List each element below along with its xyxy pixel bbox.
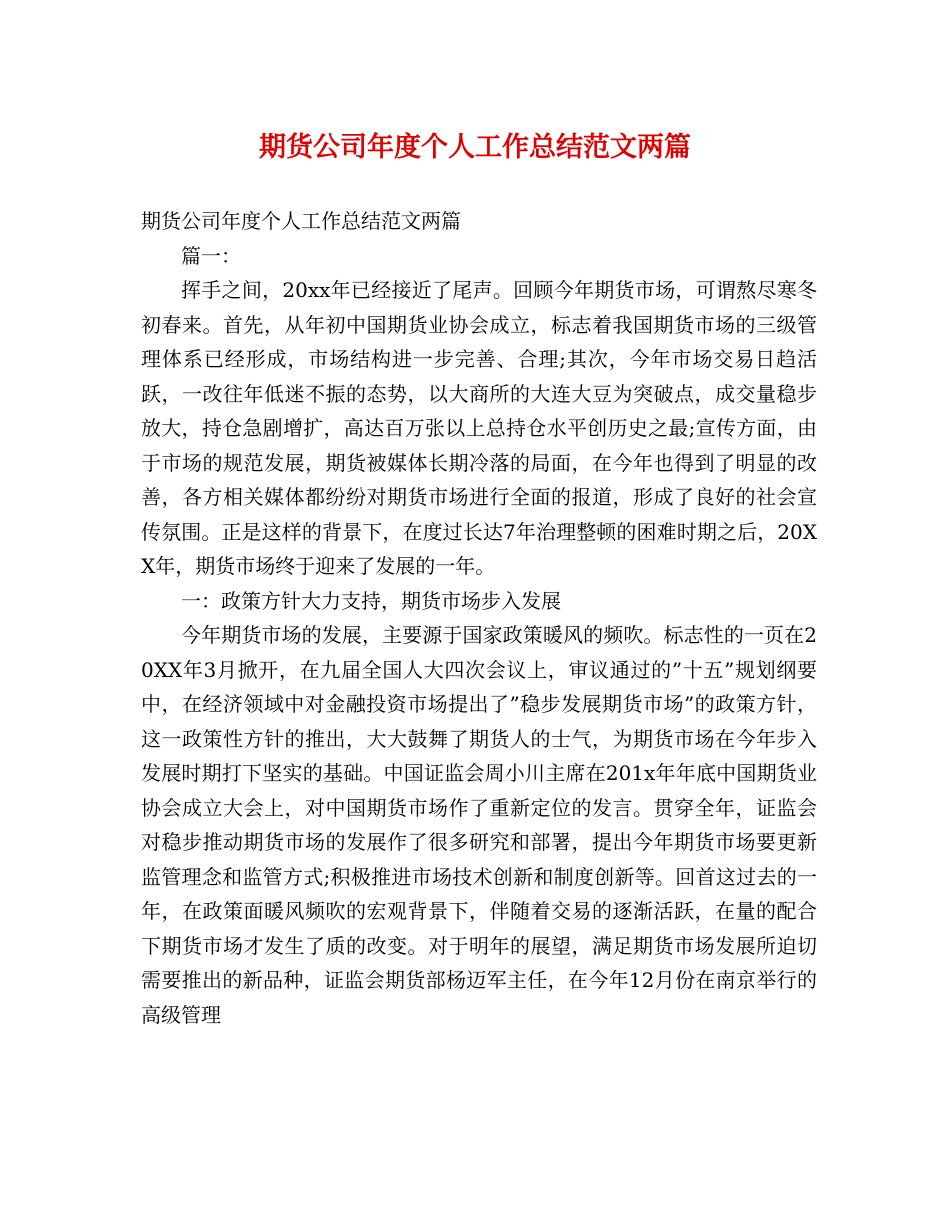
document-title: 期货公司年度个人工作总结范文两篇 — [259, 132, 691, 163]
paragraph-policy: 今年期货市场的发展，主要源于国家政策暖风的频吹。标志性的一页在20XX年3月掀开，在九届全国人大四次会议上，审议通过的”十五”规划纲要中，在经济领域中对金融投资市场提出了”稳步发展期货市场”的政策方针，这一政策性方针的推出，大大鼓舞了期货人的士气，为期货市场在今年步入发展时期打下坚实的基础。中国证监会周小川主席在201x年年底中国期货业协会成立大会上，对中国期货市场作了重新定位的发言。贯穿全年，证监会对稳步推动期货市场的发展作了很多研究和部署，提出今年期货市场要更新监管理念和监管方式;积极推进市场技术创新和制度创新等。回首这过去的一年，在政策面暖风频吹的宏观背景下，伴随着交易的逐渐活跃，在量的配合下期货市场才发生了质的改变。对于明年的展望，满足期货市场发展所迫切需要推出的新品种，证监会期货部杨迈军主任，在今年12月份在南京举行的高级管理 — [141, 623, 817, 1027]
section-heading: 一：政策方针大力支持，期货市场步入发展 — [181, 588, 561, 613]
paragraph-part-heading: 篇一： — [181, 243, 241, 268]
paragraph-intro: 挥手之间，20xx年已经接近了尾声。回顾今年期货市场，可谓熬尽寒冬初春来。首先，从年初中国期货业协会成立，标志着我国期货市场的三级管理体系已经形成，市场结构进一步完善、合理;其次，今年市场交易日趋活跃，一改往年低迷不振的态势，以大商所的大连大豆为突破点，成交量稳步放大，持仓急剧增扩，高达百万张以上总持仓水平创历史之最;宣传方面，由于市场的规范发展，期货被媒体长期冷落的局面，在今年也得到了明显的改善，各方相关媒体都纷纷对期货市场进行全面的报道，形成了良好的社会宣传氛围。正是这样的背景下，在度过长达7年治理整顿的困难时期之后，20XX年，期货市场终于迎来了发展的一年。 — [141, 278, 817, 578]
document-subtitle: 期货公司年度个人工作总结范文两篇 — [141, 209, 461, 233]
document-body — [141, 204, 817, 1032]
